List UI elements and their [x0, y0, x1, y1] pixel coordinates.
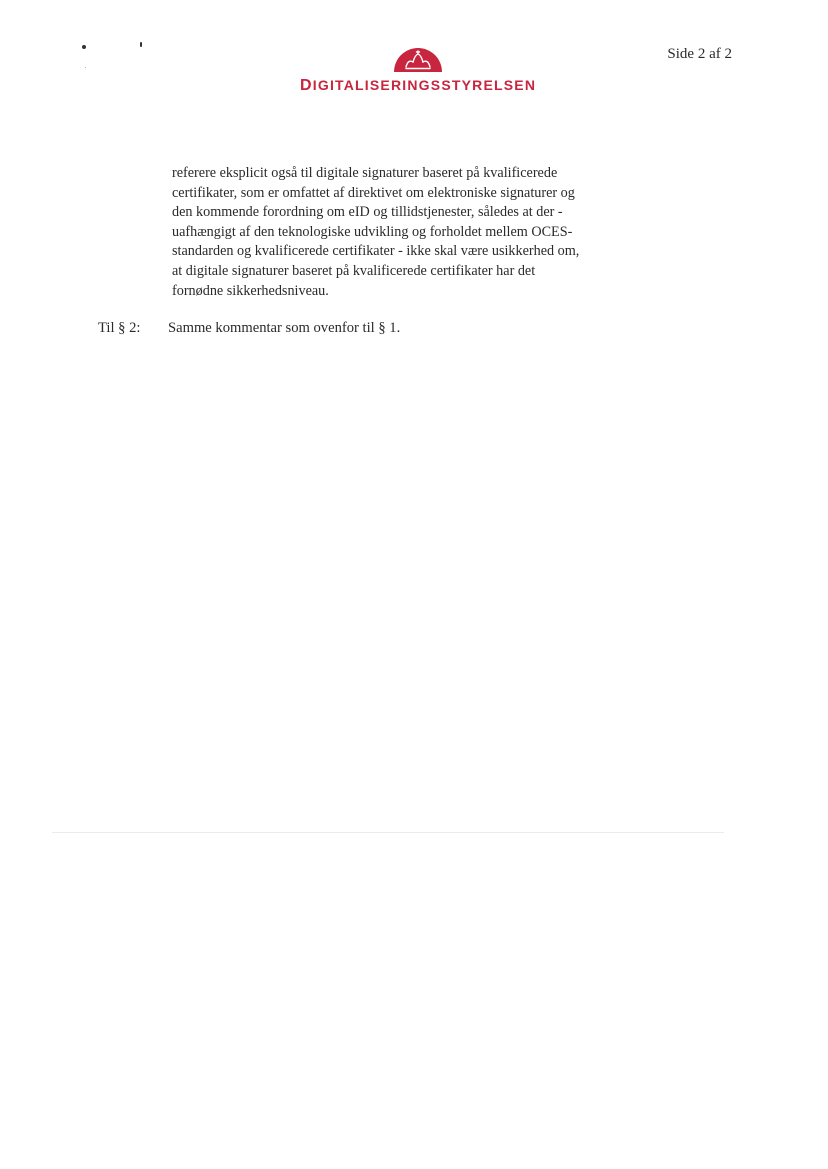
body-paragraph	[172, 164, 632, 301]
scan-fold-line	[52, 832, 724, 833]
section-2-text: Samme kommentar som ovenfor til § 1.	[168, 320, 401, 336]
body-line: at digitale signaturer baseret på kvalificerede certifikater har det	[172, 262, 536, 279]
agency-name: DIGITALISERINGSSTYRELSEN	[300, 77, 537, 94]
body-line: referere eksplicit også til digitale signaturer baseret på kvalificerede	[172, 165, 558, 181]
scan-speck	[140, 42, 142, 47]
body-line: uafhængigt af den teknologiske udvikling og forholdet mellem OCES-	[172, 223, 573, 240]
body-line: den kommende forordning om eID og tillidstjenester, således at der -	[172, 204, 563, 221]
page-number: Side 2 af 2	[667, 46, 732, 62]
body-line: standarden og kvalificerede certifikater - ikke skal være usikkerhed om,	[172, 243, 580, 260]
section-2-comment	[98, 320, 400, 337]
section-2-label: Til § 2:	[98, 320, 141, 336]
scan-speck	[82, 45, 86, 49]
scan-speck	[85, 67, 86, 68]
body-line: fornødne sikkerhedsniveau.	[172, 282, 329, 299]
body-line: certifikater, som er omfattet af direktivet om elektroniske signaturer og	[172, 184, 575, 201]
agency-logo	[300, 40, 536, 95]
crown-emblem-icon	[392, 40, 444, 76]
